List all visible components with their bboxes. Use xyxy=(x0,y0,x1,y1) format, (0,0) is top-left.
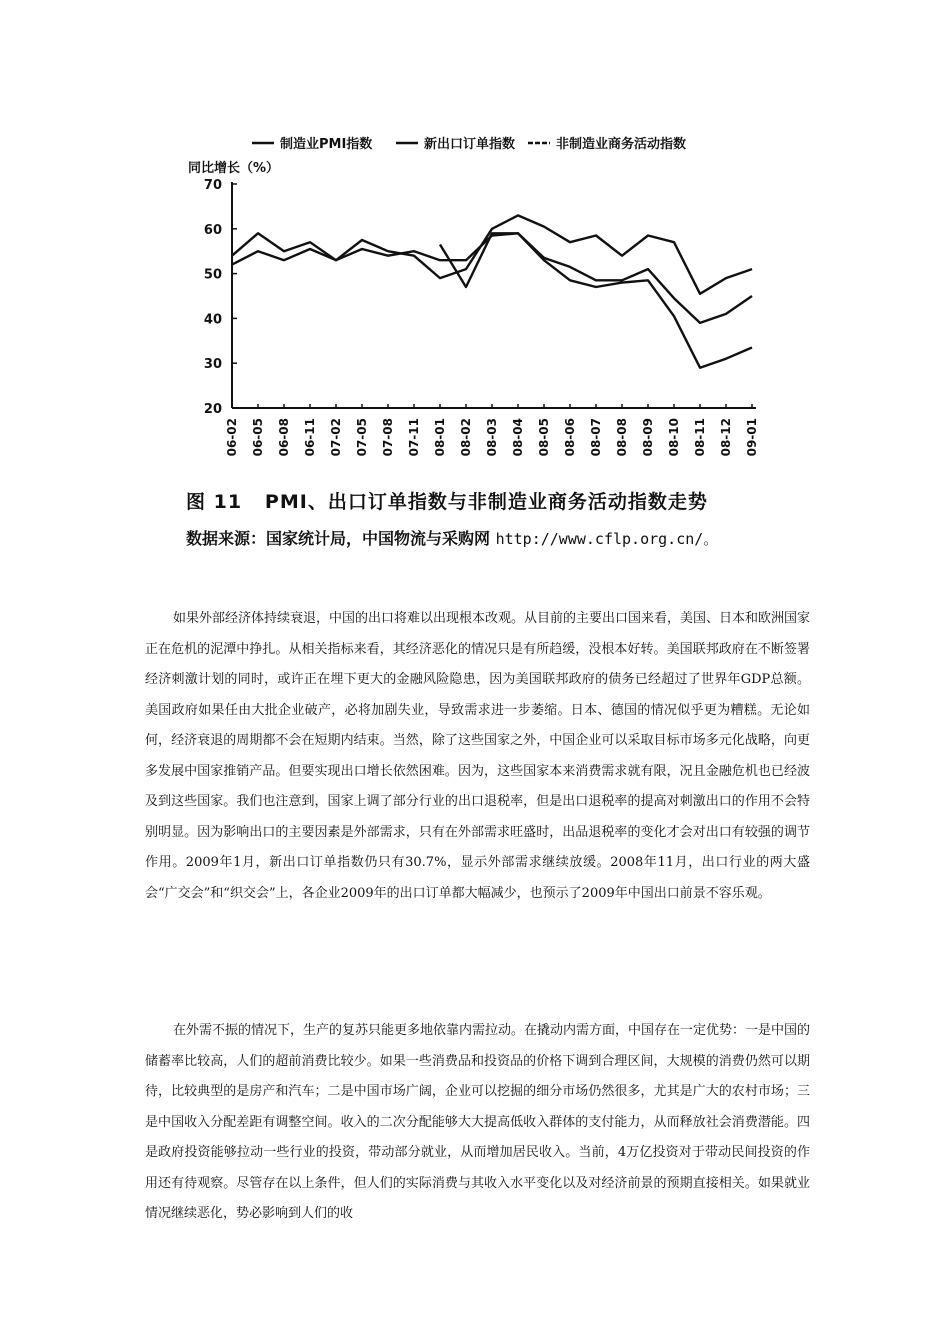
y-tick-label: 20 xyxy=(203,402,222,417)
body-paragraph: 如果外部经济体持续衰退，中国的出口将难以出现根本改观。从目前的主要出口国来看，美国、日本和欧洲国家正在危机的泥潭中挣扎。从相关指标来看，其经济恶化的情况只是有所趋缓，没根本好转。美国联邦政府在不断签署经济刺激计划的同时，或许正在埋下更大的金融风险隐患，因为美国联邦政府的债务已经超过了世界年GDP总额。美国政府如果任由大批企业破产，必将加剧失业，导致需求进一步萎缩。日本、德国的情况似乎更为糟糕。无论如何，经济衰退的周期都不会在短期内结束。当然，除了这些国家之外，中国企业可以采取目标市场多元化战略，向更多发展中国家推销产品。但要实现出口增长依然困难。因为，这些国家本来消费需求就有限，况且金融危机也已经波及到这些国家。我们也注意到，国家上调了部分行业的出口退税率，但是出口退税率的提高对刺激出口的作用不会特别明显。因为影响出口的主要因素是外部需求，只有在外部需求旺盛时，出品退税率的变化才会对出口有较强的调节作用。2009年1月，新出口订单指数仍只有30.7%，显示外部需求继续放缓。2008年11月，出口行业的两大盛会“广交会”和“织交会”上，各企业2009年的出口订单都大幅减少，也预示了2009年中国出口前景不容乐观。 xyxy=(145,611,811,901)
source-url: http://www.cflp.org.cn/。 xyxy=(495,530,719,548)
figure-number: 图 11 xyxy=(186,491,243,513)
data-source xyxy=(186,526,718,549)
y-tick-label: 70 xyxy=(203,178,222,193)
x-tick-label: 08-05 xyxy=(537,418,551,457)
legend-label: 非制造业商务活动指数 xyxy=(556,137,687,152)
y-tick-label: 30 xyxy=(203,357,222,373)
chart-series xyxy=(232,215,752,367)
y-axis-label: 同比增长（%） xyxy=(188,161,280,176)
legend-label: 新出口订单指数 xyxy=(424,137,516,152)
x-tick-label: 07-11 xyxy=(407,418,421,457)
y-tick-label: 40 xyxy=(203,312,222,328)
x-tick-label: 08-07 xyxy=(589,418,603,457)
x-tick-label: 08-11 xyxy=(693,418,707,457)
x-tick-label: 06-05 xyxy=(251,418,265,457)
x-tick-label: 08-12 xyxy=(719,418,733,457)
y-tick-label: 60 xyxy=(203,222,222,238)
chart-legend xyxy=(252,136,686,152)
x-tick-label: 07-05 xyxy=(355,418,369,457)
x-tick-label: 08-03 xyxy=(485,418,499,457)
legend-label: 制造业PMI指数 xyxy=(280,137,373,152)
x-tick-label: 08-10 xyxy=(667,418,681,457)
series-line-1 xyxy=(232,233,752,323)
x-tick-label: 08-09 xyxy=(641,418,655,457)
x-tick-label: 06-02 xyxy=(225,418,239,457)
source-label: 数据来源：国家统计局，中国物流与采购网 xyxy=(186,529,496,548)
series-line-3 xyxy=(232,215,752,293)
line-chart xyxy=(0,0,950,480)
x-tick-label: 07-08 xyxy=(381,418,395,457)
x-tick-label: 07-02 xyxy=(329,418,343,457)
body-paragraph: 在外需不振的情况下，生产的复苏只能更多地依靠内需拉动。在撬动内需方面，中国存在一定优势：一是中国的储蓄率比较高，人们的超前消费比较少。如果一些消费品和投资品的价格下调到合理区间，大规模的消费仍然可以期待，比较典型的是房产和汽车；二是中国市场广阔，企业可以挖掘的细分市场仍然很多，尤其是广大的农村市场；三是中国收入分配差距有调整空间。收入的二次分配能够大大提高低收入群体的支付能力，从而释放社会消费潜能。四是政府投资能够拉动一些行业的投资，带动部分就业，从而增加居民收入。当前，4万亿投资对于带动民间投资的作用还有待观察。尽管存在以上条件，但人们的实际消费与其收入水平变化以及对经济前景的预期直接相关。如果就业情况继续恶化，势必影响到人们的收 xyxy=(145,1023,811,1221)
x-tick-label: 08-06 xyxy=(563,418,577,457)
series-line-2 xyxy=(440,233,752,367)
x-tick-label: 08-08 xyxy=(615,418,629,457)
y-tick-label: 50 xyxy=(203,267,222,283)
x-tick-label: 08-01 xyxy=(433,418,447,457)
x-tick-label: 06-08 xyxy=(277,418,291,457)
x-tick-label: 06-11 xyxy=(303,418,317,457)
x-tick-label: 08-02 xyxy=(459,418,473,457)
x-tick-label: 08-04 xyxy=(511,418,525,457)
figure-caption xyxy=(186,487,708,514)
figure-title: PMI、出口订单指数与非制造业商务活动指数走势 xyxy=(264,491,708,513)
x-tick-label: 09-01 xyxy=(745,418,759,457)
